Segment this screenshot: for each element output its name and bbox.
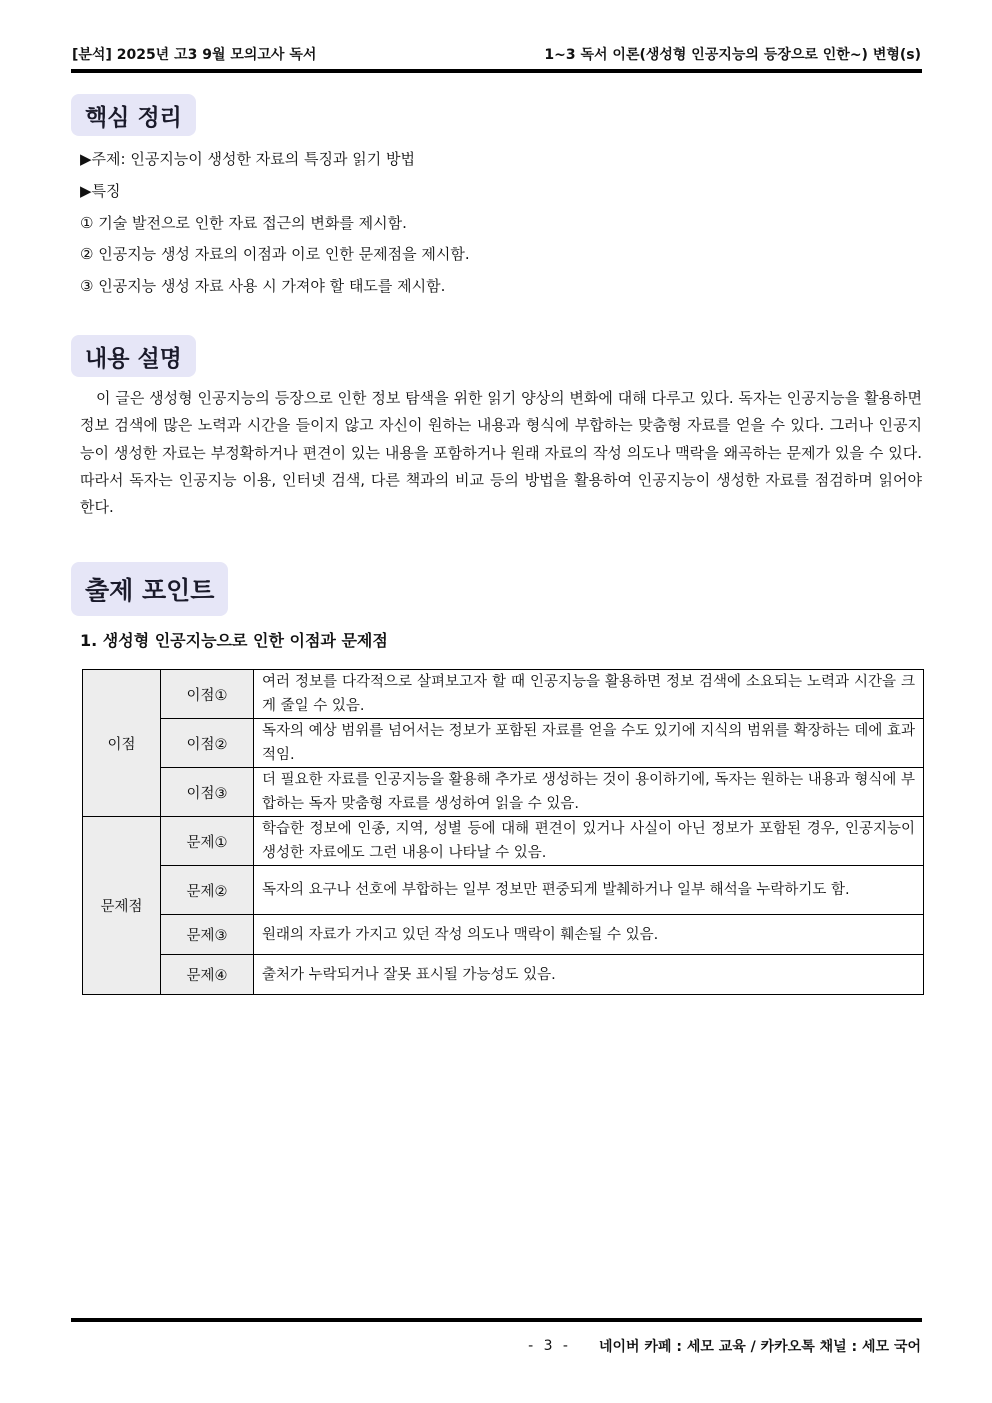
summary-topic-line: ▶주제: 인공지능이 생성한 자료의 특징과 읽기 방법 [80, 150, 415, 168]
problem-text-cell: 독자의 요구나 선호에 부합하는 일부 정보만 편중되게 발췌하거나 일부 해석을 누락하기도 함. [254, 866, 924, 915]
header-left-title: [분석] 2025년 고3 9월 모의고사 독서 [72, 47, 317, 63]
table-row [83, 955, 924, 995]
description-paragraph: 이 글은 생성형 인공지능의 등장으로 인한 정보 탐색을 위한 읽기 양상의 변화에 대해 다루고 있다. 독자는 인공지능을 활용하면 정보 검색에 많은 노력과 시간을 들이지 않고 자신이 원하는 내용과 형식에 부합하는 맞춤형 자료를 얻을 수 있다. 그러나 인공지능이 생성한 자료는 부정확하거나 편견이 있는 내용을 포함하거나 원래 자료의 작성 의도나 맥락을 왜곡하는 문제가 있을 수 있다. 따라서 독자는 인공지능 이용, 인터넷 검색, 다른 책과의 비교 등의 방법을 활용하여 인공지능이 생성한 자료를 점검하며 읽어야 한다. [80, 389, 922, 517]
table-row [83, 817, 924, 866]
description-body [80, 385, 922, 521]
points-heading: 1. 생성형 인공지능으로 인한 이점과 문제점 [80, 631, 388, 650]
benefit-label-cell: 이점③ [161, 768, 254, 817]
table-row [83, 866, 924, 915]
page-header [72, 44, 921, 64]
header-right-title: 1~3 독서 이론(생성형 인공지능의 등장으로 인한~) 변형(s) [544, 47, 921, 63]
benefit-text-cell: 여러 정보를 다각적으로 살펴보고자 할 때 인공지능을 활용하면 정보 검색에 소요되는 노력과 시간을 크게 줄일 수 있음. [254, 670, 924, 719]
problem-label-cell: 문제③ [161, 915, 254, 955]
points-table [82, 669, 924, 995]
benefit-label-cell: 이점② [161, 719, 254, 768]
benefit-text-cell: 독자의 예상 범위를 넘어서는 정보가 포함된 자료를 얻을 수도 있기에 지식의 범위를 확장하는 데에 효과적임. [254, 719, 924, 768]
header-divider [71, 69, 922, 73]
problem-text-cell: 원래의 자료가 가지고 있던 작성 의도나 맥락이 훼손될 수 있음. [254, 915, 924, 955]
summary-section-title: 핵심 정리 [71, 94, 196, 136]
benefit-label-cell: 이점① [161, 670, 254, 719]
footer-divider [71, 1318, 922, 1322]
problem-label-cell: 문제① [161, 817, 254, 866]
table-row [83, 670, 924, 719]
summary-feature-heading: ▶특징 [80, 182, 121, 200]
table-row [83, 915, 924, 955]
summary-feature-1: ① 기술 발전으로 인한 자료 접근의 변화를 제시함. [80, 214, 407, 232]
table-row [83, 768, 924, 817]
problem-category-cell: 문제점 [83, 817, 161, 995]
benefit-text-cell: 더 필요한 자료를 인공지능을 활용해 추가로 생성하는 것이 용이하기에, 독자는 원하는 내용과 형식에 부합하는 독자 맞춤형 자료를 생성하여 읽을 수 있음. [254, 768, 924, 817]
description-section-title: 내용 설명 [71, 335, 196, 377]
points-section-title: 출제 포인트 [71, 562, 228, 616]
problem-text-cell: 출처가 누락되거나 잘못 표시될 가능성도 있음. [254, 955, 924, 995]
summary-feature-3: ③ 인공지능 생성 자료 사용 시 가져야 할 태도를 제시함. [80, 277, 446, 295]
benefit-category-cell: 이점 [83, 670, 161, 817]
problem-text-cell: 학습한 정보에 인종, 지역, 성별 등에 대해 편견이 있거나 사실이 아닌 정보가 포함된 경우, 인공지능이 생성한 자료에도 그런 내용이 나타날 수 있음. [254, 817, 924, 866]
page-number: - 3 - [528, 1338, 571, 1354]
problem-label-cell: 문제② [161, 866, 254, 915]
table-row [83, 719, 924, 768]
footer-channel-info: 네이버 카페 : 세모 교육 / 카카오톡 채널 : 세모 국어 [598, 1339, 921, 1355]
summary-feature-2: ② 인공지능 생성 자료의 이점과 이로 인한 문제점을 제시함. [80, 245, 470, 263]
problem-label-cell: 문제④ [161, 955, 254, 995]
page-footer [528, 1336, 921, 1356]
